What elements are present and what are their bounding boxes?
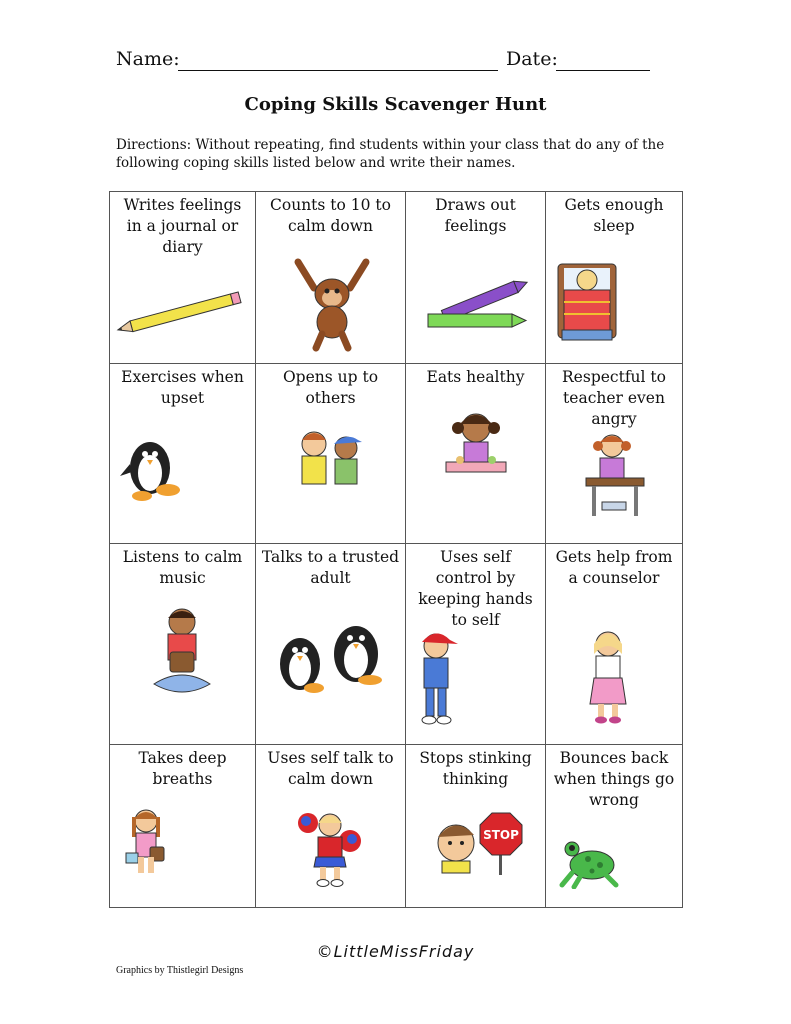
grid-cell[interactable] xyxy=(110,364,256,544)
cell-label: Eats healthy xyxy=(426,368,525,386)
grid-cell[interactable] xyxy=(256,745,406,908)
monkey-icon xyxy=(288,254,376,352)
date-blank[interactable] xyxy=(556,70,650,71)
name-date-row xyxy=(116,44,656,74)
name-blank[interactable] xyxy=(178,70,498,71)
grid-cell[interactable] xyxy=(406,364,546,544)
cell-label: Draws out feelings xyxy=(435,196,516,235)
cell-label: Uses self talk to calm down xyxy=(267,749,394,788)
grid-cell[interactable] xyxy=(546,192,683,364)
directions-text: Directions: Without repeating, find students within your class that do any of the following coping skills listed below and write their names. xyxy=(116,137,665,171)
boy-cap-icon xyxy=(414,628,460,726)
grid-cell[interactable] xyxy=(546,544,683,745)
cell-label: Stops stinking thinking xyxy=(419,749,532,788)
girl-bag-icon xyxy=(122,807,172,877)
cell-label: Writes feelings in a journal or diary xyxy=(123,196,242,256)
grid-cell[interactable] xyxy=(256,192,406,364)
sleeping-child-icon xyxy=(554,258,620,344)
counselor-icon xyxy=(584,628,632,726)
grid-cell[interactable] xyxy=(406,745,546,908)
grid-cell[interactable] xyxy=(406,544,546,745)
boy-drum-icon xyxy=(148,604,216,700)
svg-text:STOP: STOP xyxy=(483,828,519,842)
grid-cell[interactable] xyxy=(546,745,683,908)
cheerleader-icon xyxy=(296,809,364,889)
two-kids-icon xyxy=(292,426,370,486)
grid-cell[interactable] xyxy=(110,745,256,908)
stop-sign-icon xyxy=(432,809,526,875)
pencil-icon xyxy=(114,290,252,338)
cell-label: Talks to a trusted adult xyxy=(261,548,400,587)
cell-label: Gets enough sleep xyxy=(564,196,664,235)
cell-label: Uses self control by keeping hands to self xyxy=(418,548,533,629)
two-penguins-icon xyxy=(270,614,394,696)
page-title: Coping Skills Scavenger Hunt xyxy=(244,94,547,115)
scavenger-grid xyxy=(109,191,683,908)
cell-label: Bounces back when things go wrong xyxy=(553,749,675,809)
cell-label: Gets help from a counselor xyxy=(555,548,673,587)
grid-cell[interactable] xyxy=(546,364,683,544)
girl-at-desk-icon xyxy=(582,430,648,522)
penguin-icon xyxy=(120,428,186,502)
grid-cell[interactable] xyxy=(256,544,406,745)
cell-label: Respectful to teacher even angry xyxy=(562,368,666,428)
crayons-icon xyxy=(424,280,536,340)
cell-label: Exercises when upset xyxy=(121,368,244,407)
name-label: Name: xyxy=(116,48,180,70)
cell-label: Takes deep breaths xyxy=(138,749,227,788)
girl-eating-icon xyxy=(440,404,512,490)
copyright-signature: ©LittleMissFriday xyxy=(316,942,475,961)
grid-cell[interactable] xyxy=(110,192,256,364)
grid-cell[interactable] xyxy=(406,192,546,364)
frog-icon xyxy=(558,835,622,889)
cell-label: Counts to 10 to calm down xyxy=(270,196,391,235)
cell-label: Listens to calm music xyxy=(122,548,243,587)
cell-label: Opens up to others xyxy=(282,368,379,407)
graphics-credit: Graphics by Thistlegirl Designs xyxy=(116,965,244,976)
date-label: Date: xyxy=(506,48,558,70)
grid-cell[interactable] xyxy=(110,544,256,745)
grid-cell[interactable] xyxy=(256,364,406,544)
